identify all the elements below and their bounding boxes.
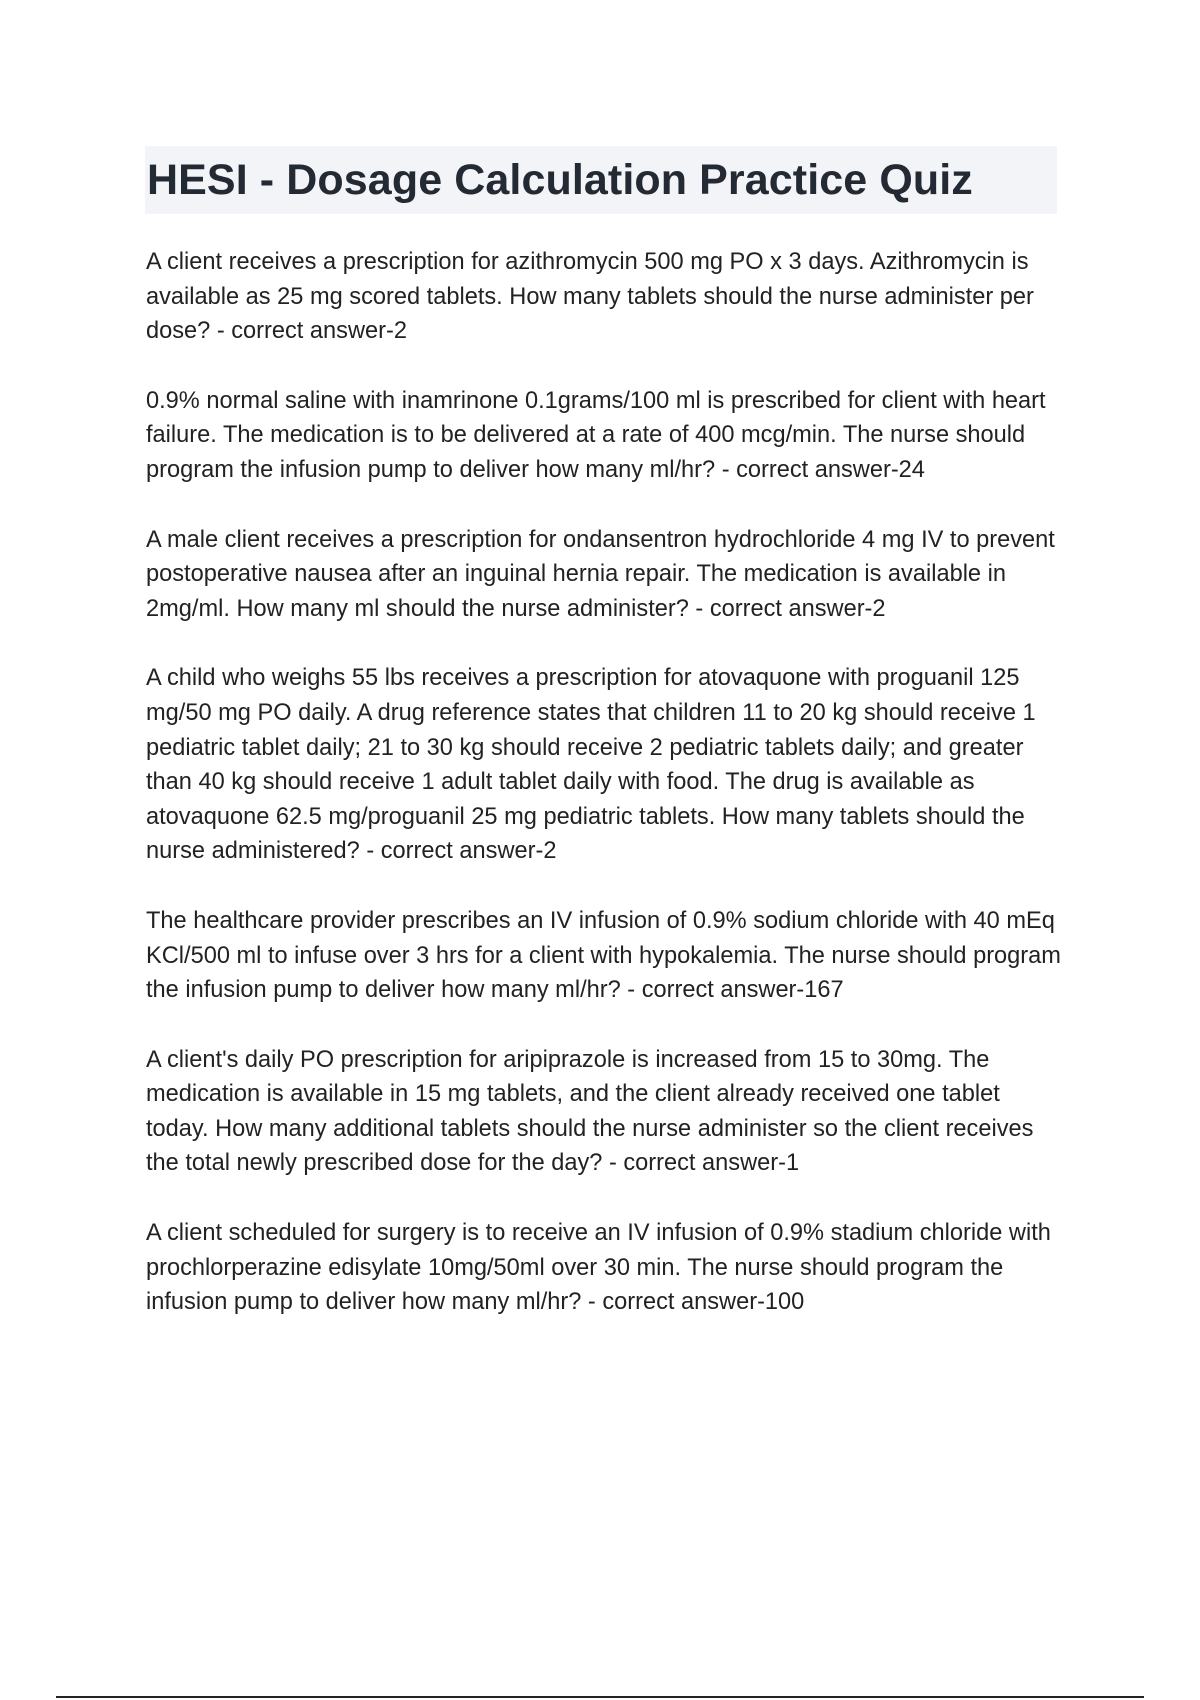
title-bar <box>145 146 1057 214</box>
page-bottom-rule <box>56 1696 1144 1698</box>
question-paragraph: A client scheduled for surgery is to receive an IV infusion of 0.9% stadium chloride with prochlorperazine edisylate 10mg/50ml over 30 min. The nurse should program the infusion pump to deliver how many ml/hr? - correct answer-100 <box>146 1220 1051 1316</box>
page-title: HESI - Dosage Calculation Practice Quiz <box>147 155 973 204</box>
question-paragraph: A client's daily PO prescription for aripiprazole is increased from 15 to 30mg. The medication is available in 15 mg tablets, and the client already received one tablet today. How many additional tablets should the nurse administer so the client receives the total newly prescribed dose for the day? - correct answer-1 <box>146 1046 1034 1177</box>
question-paragraph: 0.9% normal saline with inamrinone 0.1grams/100 ml is prescribed for client with heart failure. The medication is to be delivered at a rate of 400 mcg/min. The nurse should program the infusion pump to deliver how many ml/hr? - correct answer-24 <box>146 387 1046 483</box>
question-paragraph: A child who weighs 55 lbs receives a prescription for atovaquone with proguanil 125 mg/50 mg PO daily. A drug reference states that children 11 to 20 kg should receive 1 pediatric tablet daily; 21 to 30 kg should receive 2 pediatric tablets daily; and greater than 40 kg should receive 1 adult tablet daily with food. The drug is available as atovaquone 62.5 mg/proguanil 25 mg pediatric tablets. How many tablets should the nurse administered? - correct answer-2 <box>146 665 1036 865</box>
question-paragraph: A male client receives a prescription for ondansentron hydrochloride 4 mg IV to prevent postoperative nausea after an inguinal hernia repair. The medication is available in 2mg/ml. How many ml should the nurse administer? - correct answer-2 <box>146 526 1055 622</box>
question-paragraph: The healthcare provider prescribes an IV infusion of 0.9% sodium chloride with 40 mEq KCl/500 ml to infuse over 3 hrs for a client with hypokalemia. The nurse should program the infusion pump to deliver how many ml/hr? - correct answer-167 <box>146 907 1061 1004</box>
question-paragraph: A client receives a prescription for azithromycin 500 mg PO x 3 days. Azithromycin is available as 25 mg scored tablets. How many tablets should the nurse administer per dose? - correct answer-2 <box>146 249 1034 345</box>
question-list <box>146 245 1066 1355</box>
